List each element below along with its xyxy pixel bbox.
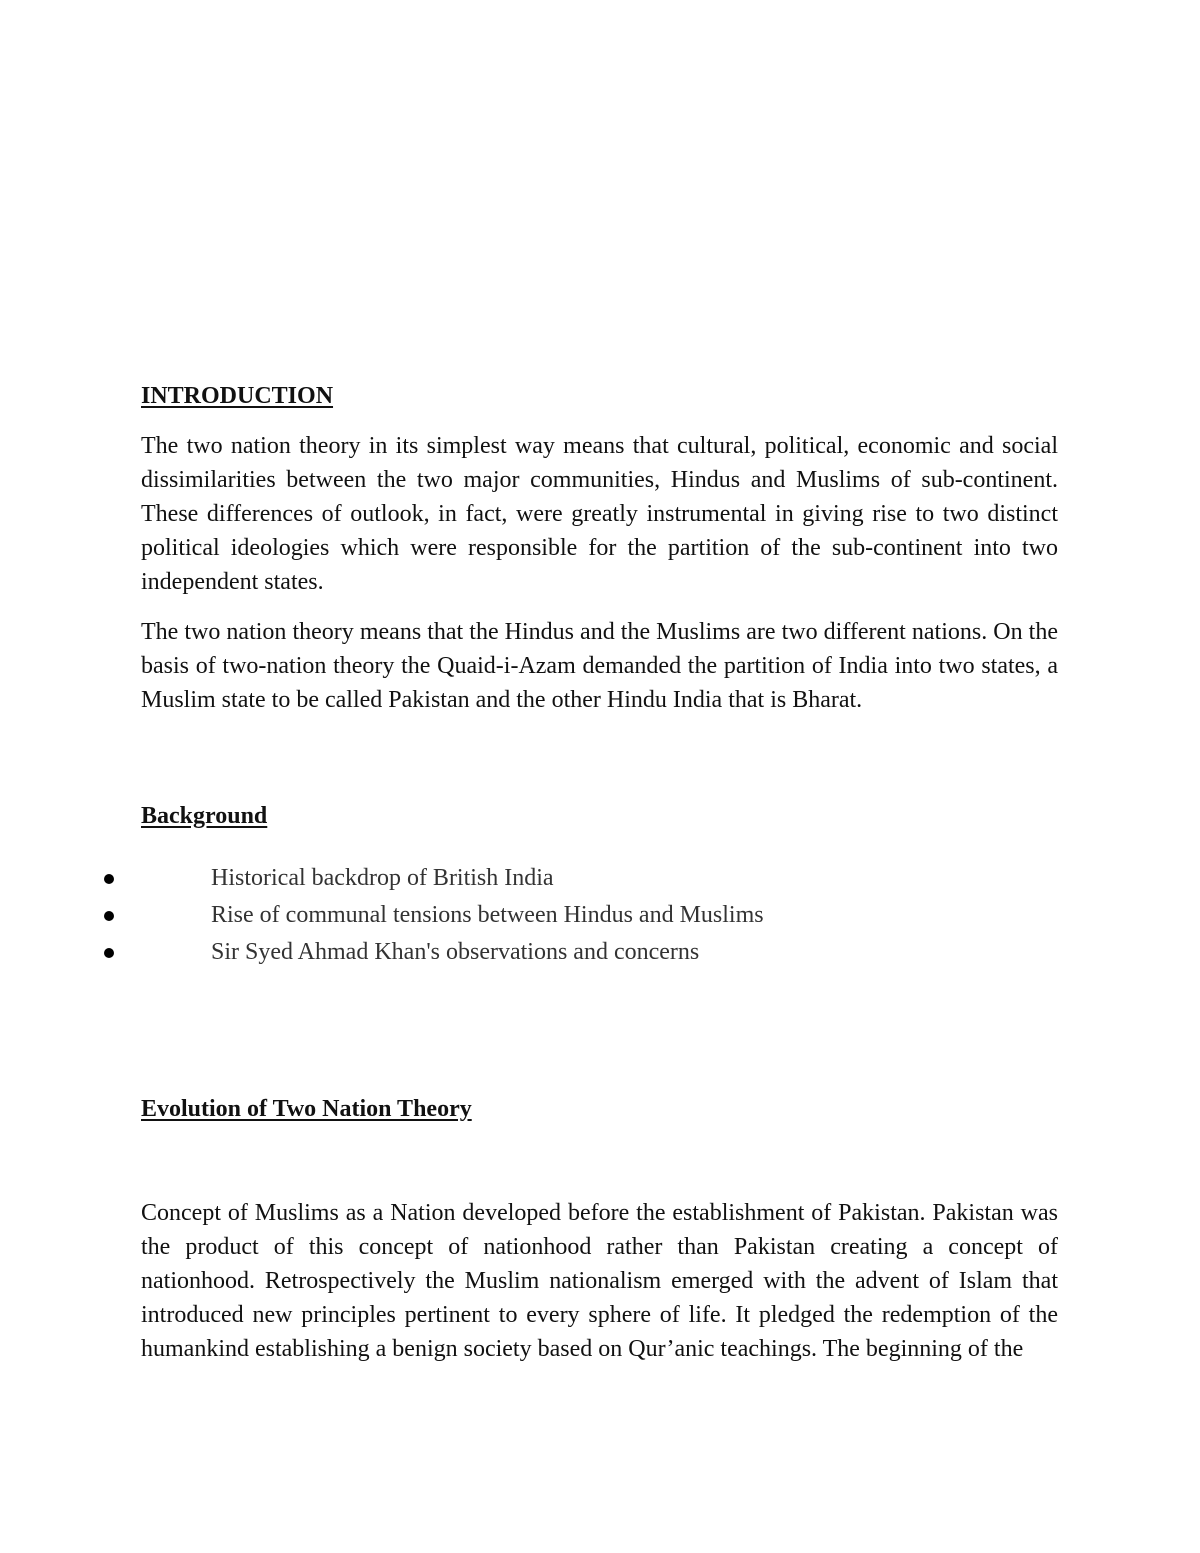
evolution-paragraph-block bbox=[141, 1196, 1058, 1366]
introduction-heading: INTRODUCTION bbox=[141, 383, 334, 409]
introduction-paragraph-1-block bbox=[141, 429, 1058, 599]
list-item bbox=[0, 934, 1200, 971]
list-item bbox=[0, 860, 1200, 897]
introduction-paragraph-2: The two nation theory means that the Hindus and the Muslims are two different nations. On the basis of two-nation theory the Quaid-i-Azam demanded the partition of India into two states, a Muslim state to be called Pakistan and the other Hindu India that is Bharat. bbox=[141, 619, 1058, 713]
list-item bbox=[0, 897, 1200, 934]
list-item-text: Sir Syed Ahmad Khan's observations and concerns bbox=[211, 939, 700, 965]
background-heading: Background bbox=[141, 803, 268, 829]
introduction-section bbox=[141, 381, 1058, 411]
background-section bbox=[141, 801, 1058, 831]
introduction-paragraph-1: The two nation theory in its simplest way means that cultural, political, economic and social dissimilarities between the two major communities, Hindus and Muslims of sub-continent. These differences of outlook, in fact, were greatly instrumental in giving rise to two distinct political ideologies which were responsible for the partition of the sub-continent into two independent states. bbox=[141, 433, 1058, 595]
evolution-paragraph: Concept of Muslims as a Nation developed before the establishment of Pakistan. Pakistan was the product of this concept of nationhood rather than Pakistan creating a concept of nationhood. Retrospectively the Muslim nationalism emerged with the advent of Islam that introduced new principles pertinent to every sphere of life. It pledged the redemption of the humankind establishing a benign society based on Qur’anic teachings. The beginning of the bbox=[141, 1200, 1058, 1362]
evolution-heading: Evolution of Two Nation Theory bbox=[141, 1096, 472, 1122]
evolution-section bbox=[141, 1094, 1058, 1124]
introduction-paragraph-2-block bbox=[141, 615, 1058, 717]
background-list bbox=[0, 860, 1200, 971]
list-item-text: Rise of communal tensions between Hindus and Muslims bbox=[211, 902, 764, 928]
bullet-icon bbox=[104, 948, 114, 958]
bullet-icon bbox=[104, 874, 114, 884]
bullet-icon bbox=[104, 911, 114, 921]
list-item-text: Historical backdrop of British India bbox=[211, 865, 554, 891]
